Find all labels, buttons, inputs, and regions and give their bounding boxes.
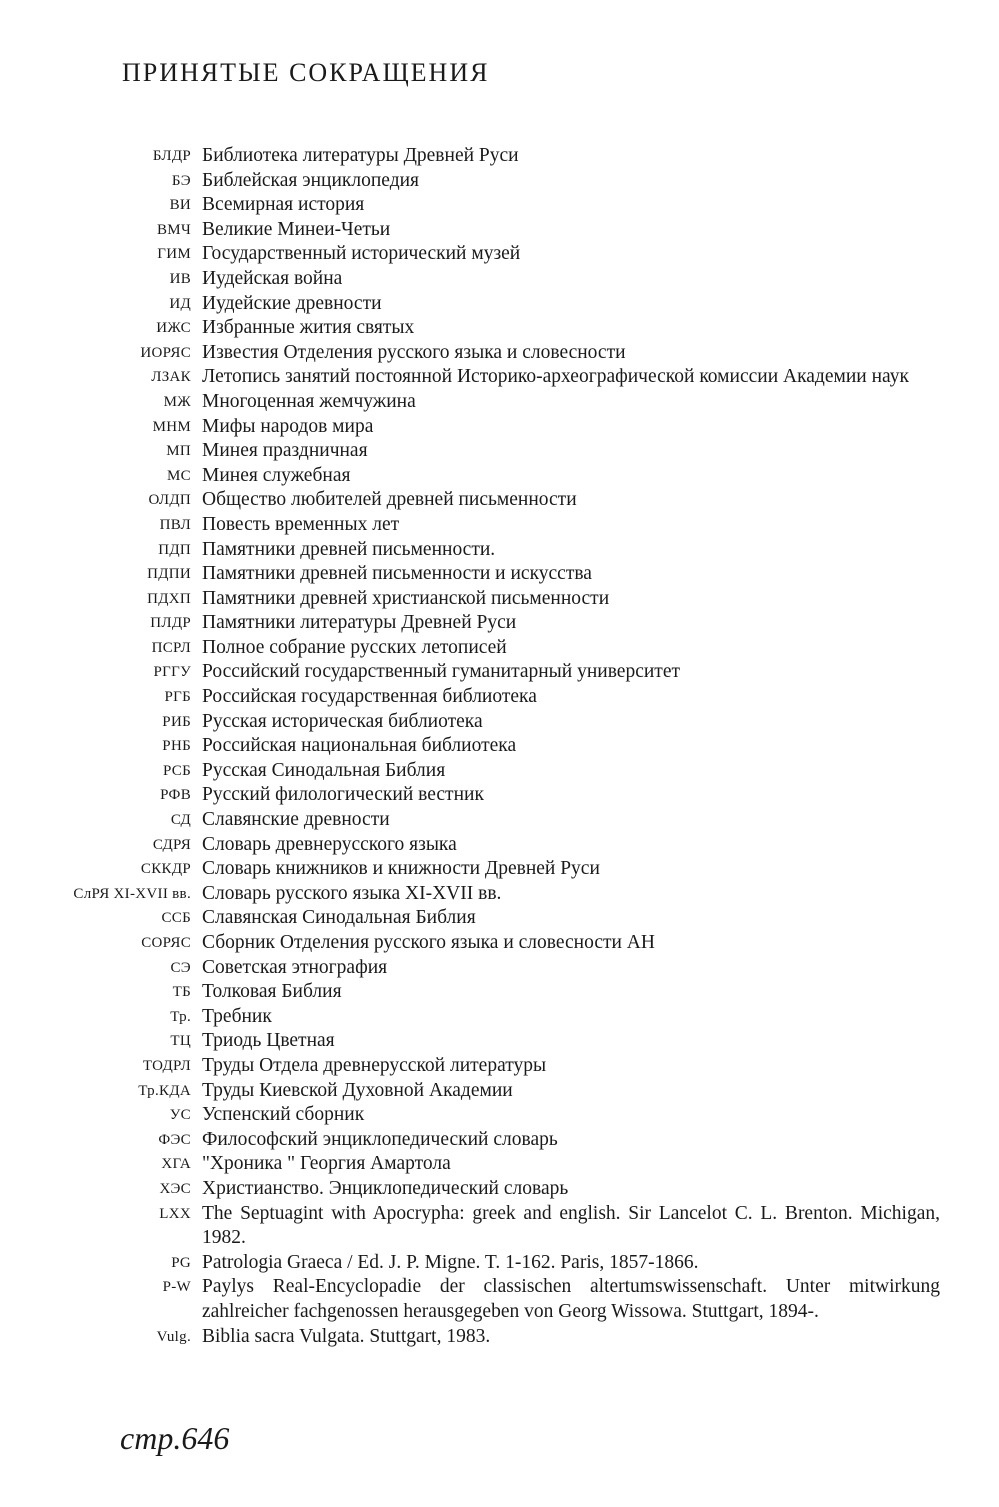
abbreviation-row [40,1103,940,1128]
abbreviation-key: ВИ [169,197,191,214]
abbreviation-definition: Советская этнография [202,956,388,978]
abbreviation-definition: Русская историческая библиотека [202,710,483,732]
abbreviation-definition: Успенский сборник [202,1104,365,1126]
abbreviation-row [40,193,940,218]
abbreviation-definition: The Septuagint with Apocrypha: greek and english. Sir Lancelot C. L. Brenton. Michigan, 1982. [202,1202,940,1249]
abbreviation-definition: Летопись занятий постоянной Историко-археографической комиссии Академии наук [202,366,909,388]
abbreviation-row [40,808,940,833]
abbreviation-key: ПДП [158,541,191,558]
abbreviation-definition: Российский государственный гуманитарный университет [202,661,680,683]
abbreviation-key: РИБ [162,713,191,730]
abbreviation-definition: Христианство. Энциклопедический словарь [202,1177,569,1199]
abbreviation-key: УС [169,1107,191,1124]
abbreviation-row [40,783,940,808]
abbreviation-row [40,956,940,981]
abbreviation-key: ГИМ [157,246,191,263]
abbreviation-row [40,464,940,489]
abbreviation-definition: Библиотека литературы Древней Руси [202,145,519,166]
abbreviation-row [40,1054,940,1079]
abbreviation-definition: Русский филологический вестник [202,784,484,806]
abbreviation-row [40,513,940,538]
abbreviation-definition: Памятники древней письменности. [202,538,496,560]
abbreviation-definition: Памятники литературы Древней Руси [202,612,517,634]
abbreviation-definition: Полное собрание русских летописей [202,636,507,658]
abbreviation-row [40,365,940,390]
abbreviation-row [40,685,940,710]
abbreviation-key: Vulg. [156,1328,191,1345]
page-number: стр.646 [120,1420,230,1456]
abbreviation-definition: Труды Отдела древнерусской литературы [202,1054,547,1076]
abbreviation-key: ПЛДР [150,615,191,632]
abbreviation-definition: Минея служебная [202,464,351,486]
abbreviation-definition: Избранные жития святых [202,317,415,339]
abbreviation-key: ФЭС [158,1131,191,1148]
abbreviation-key: РСБ [162,762,191,779]
abbreviation-row [40,538,940,563]
abbreviation-key: ИОРЯС [140,344,191,361]
abbreviation-key: СДРЯ [152,836,191,853]
abbreviation-key: ТБ [172,984,191,1001]
abbreviation-row [40,390,940,415]
abbreviation-definition: Великие Минеи-Четьи [202,218,391,240]
abbreviation-row [40,316,940,341]
abbreviation-definition: Толковая Библия [202,981,342,1003]
abbreviation-key: МНМ [152,418,191,435]
abbreviation-row [40,636,940,661]
abbreviation-key: Тр. [170,1008,191,1025]
abbreviation-row [40,1128,940,1153]
abbreviation-key: ПДПИ [147,566,191,583]
abbreviation-definition: Повесть временных лет [202,513,400,535]
abbreviation-key: РФВ [160,787,191,804]
abbreviation-row [40,857,940,882]
abbreviation-row [40,488,940,513]
abbreviation-key: БЛДР [152,148,191,164]
abbreviation-key: P-W [162,1279,191,1296]
abbreviation-key: СлРЯ XI-XVII вв. [73,885,191,902]
abbreviation-definition: Государственный исторический музей [202,243,521,265]
abbreviation-row [40,980,940,1005]
abbreviation-key: СККДР [140,861,191,878]
abbreviation-definition: Российская государственная библиотека [202,686,537,708]
abbreviation-row [40,882,940,907]
abbreviation-definition: Словарь книжников и книжности Древней Руси [202,858,600,880]
abbreviation-definition: Многоценная жемчужина [202,390,416,412]
abbreviation-row [40,1029,940,1054]
abbreviation-key: ИЖС [156,320,191,337]
abbreviation-key: РГГУ [153,664,191,681]
abbreviation-key: ПДХП [147,590,191,607]
abbreviation-definition: Известия Отделения русского языка и словесности [202,341,626,363]
abbreviation-row [40,341,940,366]
abbreviation-key: ЛЗАК [151,369,191,386]
abbreviation-key: ССБ [161,910,191,927]
abbreviation-key: МС [167,467,191,484]
abbreviation-row [40,906,940,931]
abbreviation-row [40,562,940,587]
abbreviation-definition: Русская Синодальная Библия [202,759,446,781]
abbreviation-row [40,710,940,735]
abbreviation-key: ИД [169,295,191,312]
abbreviation-definition: Памятники древней христианской письменности [202,587,610,609]
abbreviation-definition: Всемирная история [202,194,365,216]
abbreviation-row [40,267,940,292]
abbreviation-definition: Труды Киевской Духовной Академии [202,1079,513,1101]
abbreviation-key: МЖ [163,393,191,410]
abbreviation-row [40,734,940,759]
abbreviation-key: СОРЯС [141,935,191,951]
abbreviation-definition: Российская национальная библиотека [202,735,517,757]
abbreviation-key: БЭ [171,172,191,189]
abbreviation-row [40,1177,940,1202]
abbreviation-key: ПСРЛ [151,639,191,656]
abbreviation-row [40,218,940,243]
abbreviation-row [40,833,940,858]
abbreviation-row [40,587,940,612]
page-title: ПРИНЯТЫЕ СОКРАЩЕНИЯ [122,58,490,87]
abbreviation-row [40,242,940,267]
abbreviation-list [40,144,940,1349]
abbreviation-row [40,1152,940,1177]
abbreviation-key: РНБ [162,738,191,755]
abbreviation-row [40,931,940,956]
abbreviation-key: LXX [159,1205,191,1222]
abbreviation-row [40,1079,940,1104]
abbreviation-definition: Требник [202,1005,272,1027]
abbreviation-key: ВМЧ [157,221,191,238]
abbreviation-definition: Patrologia Graeca / Ed. J. P. Migne. T. 1-162. Paris, 1857-1866. [202,1251,699,1273]
abbreviation-definition: Сборник Отделения русского языка и словесности АН [202,932,655,953]
abbreviation-key: РГБ [164,689,191,706]
abbreviation-definition: Славянская Синодальная Библия [202,907,476,929]
abbreviation-definition: Триодь Цветная [202,1030,335,1052]
abbreviation-key: ТЦ [170,1033,191,1050]
abbreviation-row [40,660,940,685]
abbreviation-key: PG [171,1254,191,1271]
abbreviation-definition: Словарь древнерусского языка [202,833,457,855]
abbreviation-row [40,292,940,317]
abbreviation-key: ИВ [169,270,191,287]
abbreviation-row [40,1202,940,1251]
abbreviation-row [40,1005,940,1030]
abbreviation-key: Тр.КДА [138,1082,191,1099]
abbreviation-row [40,439,940,464]
abbreviation-row [40,144,940,169]
abbreviation-key: СЭ [170,959,191,976]
abbreviation-definition: Минея праздничная [202,440,368,462]
abbreviation-row [40,415,940,440]
abbreviation-key: ХГА [161,1156,191,1173]
abbreviation-key: ОЛДП [148,492,191,509]
abbreviation-row [40,1275,940,1324]
abbreviation-definition: Мифы народов мира [202,415,374,437]
abbreviation-key: ТОДРЛ [142,1057,191,1074]
abbreviation-row [40,759,940,784]
abbreviation-row [40,169,940,194]
abbreviation-definition: Памятники древней письменности и искусства [202,563,592,585]
abbreviation-row [40,1251,940,1276]
abbreviation-key: ХЭС [159,1180,191,1197]
abbreviation-definition: Иудейские древности [202,292,382,314]
abbreviation-definition: Философский энциклопедический словарь [202,1128,558,1150]
abbreviation-row [40,611,940,636]
abbreviation-definition: Славянские древности [202,809,390,831]
abbreviation-key: МП [166,443,191,460]
abbreviation-row [40,1325,940,1350]
abbreviation-definition: "Хроника " Георгия Амартола [202,1153,451,1175]
abbreviation-definition: Библейская энциклопедия [202,169,420,191]
abbreviation-definition: Иудейская война [202,267,343,289]
abbreviation-definition: Biblia sacra Vulgata. Stuttgart, 1983. [202,1325,491,1347]
abbreviation-definition: Paylys Real-Encyclopadie der classischen altertumswissenschaft. Unter mitwirkung zahlreicher fachgenossen herausgegeben von Georg Wissowa. Stuttgart, 1894-. [202,1276,940,1322]
abbreviation-key: ПВЛ [159,516,191,533]
abbreviation-key: СД [170,812,191,829]
abbreviation-definition: Общество любителей древней письменности [202,489,577,511]
abbreviation-definition: Словарь русского языка XI-XVII вв. [202,882,502,904]
